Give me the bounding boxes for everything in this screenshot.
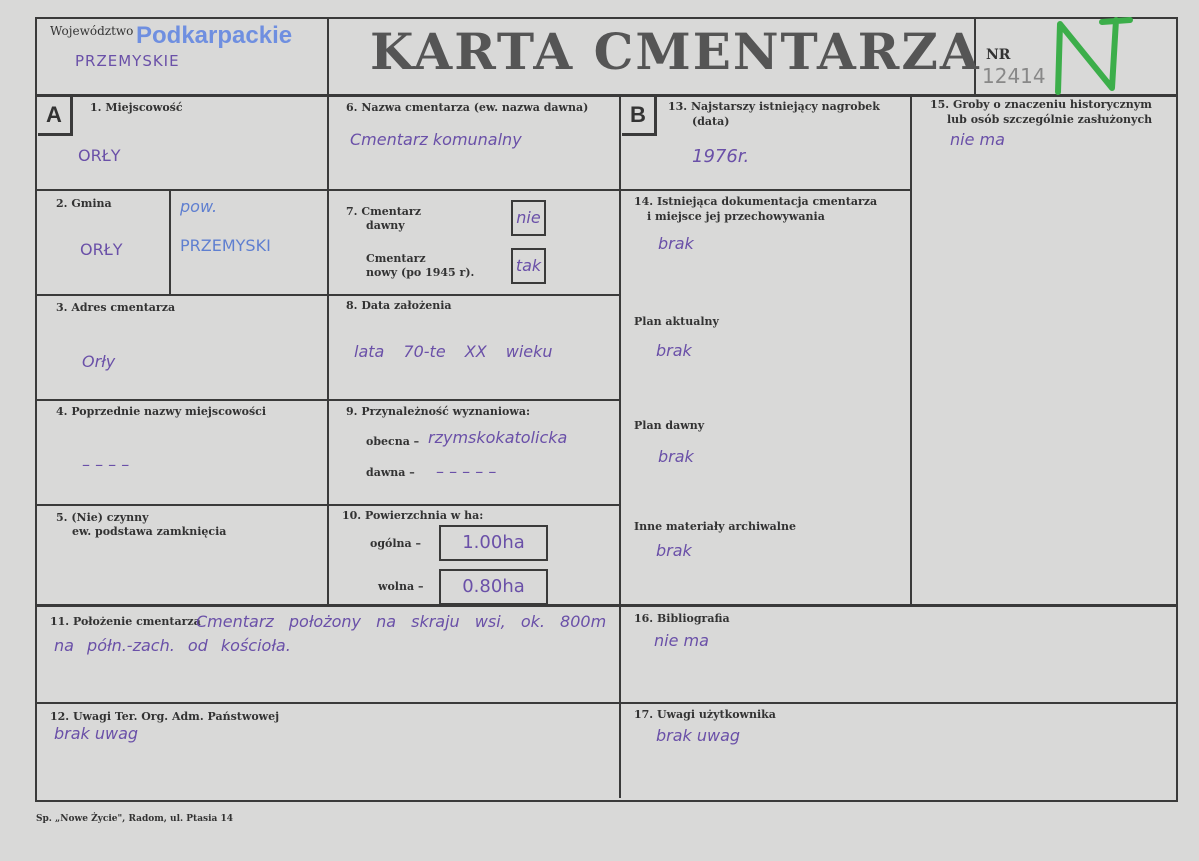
field-13-sublabel: (data)	[692, 115, 730, 128]
field-10-ogolna-value: 1.00ha	[439, 525, 548, 561]
pow-value: PRZEMYSKI	[180, 236, 271, 255]
field-16-value: nie ma	[654, 631, 709, 650]
field-5-sublabel: ew. podstawa zamknięcia	[72, 525, 227, 538]
pow-label: pow.	[180, 197, 218, 216]
field-10-wolna-value: 0.80ha	[439, 569, 548, 605]
field-9-obecna-value: rzymskokatolicka	[428, 428, 568, 447]
field-2-value: ORŁY	[80, 240, 123, 259]
section-b-marker: B	[622, 97, 657, 136]
field-7-dawny-value: nie	[511, 200, 546, 236]
field-2-label: 2. Gmina	[56, 197, 112, 210]
field-14-sublabel: i miejsce jej przechowywania	[647, 210, 825, 223]
inne-materialy-label: Inne materiały archiwalne	[634, 520, 796, 533]
field-16-label: 16. Bibliografia	[634, 612, 730, 625]
field-7-dawny-label: dawny	[366, 219, 405, 232]
field-10-wolna-label: wolna –	[378, 580, 424, 593]
divider	[36, 94, 1176, 97]
field-14-label: 14. Istniejąca dokumentacja cmentarza	[634, 195, 878, 208]
field-7-nowy-sublabel: nowy (po 1945 r).	[366, 266, 475, 279]
field-7-nowy-label: Cmentarz	[366, 252, 426, 265]
stamp-podkarpackie: Podkarpackie	[136, 22, 293, 49]
divider	[36, 604, 1176, 607]
field-3-value: Orły	[82, 352, 116, 371]
nr-label: NR	[986, 47, 1011, 63]
nr-value: 12414	[982, 64, 1046, 88]
inne-materialy-value: brak	[656, 541, 692, 560]
divider	[36, 294, 620, 296]
plan-aktualny-label: Plan aktualny	[634, 315, 719, 328]
divider	[910, 95, 912, 606]
field-12-value: brak uwag	[54, 724, 139, 743]
field-3-label: 3. Adres cmentarza	[56, 301, 176, 314]
field-11-label: 11. Położenie cmentarza	[50, 615, 201, 628]
field-13-label: 13. Najstarszy istniejący nagrobek	[668, 100, 880, 113]
field-1-label: 1. Miejscowość	[90, 101, 183, 114]
divider	[36, 702, 1176, 704]
field-17-label: 17. Uwagi użytkownika	[634, 708, 776, 721]
field-9-obecna-label: obecna –	[366, 435, 420, 448]
field-4-label: 4. Poprzednie nazwy miejscowości	[56, 405, 267, 418]
printer-footer: Sp. „Nowe Życie", Radom, ul. Ptasia 14	[36, 814, 234, 824]
plan-dawny-value: brak	[658, 447, 694, 466]
field-1-value: ORŁY	[78, 146, 121, 165]
divider	[36, 189, 620, 191]
field-15-value: nie ma	[950, 130, 1005, 149]
divider	[36, 504, 620, 506]
field-10-ogolna-label: ogólna –	[370, 537, 421, 550]
section-a-marker: A	[38, 97, 73, 136]
wojewodztwo-value: PRZEMYSKIE	[75, 52, 180, 70]
field-9-dawna-label: dawna –	[366, 466, 415, 479]
field-7-nowy-value: tak	[511, 248, 546, 284]
green-n-mark	[1040, 14, 1140, 99]
divider	[169, 190, 171, 295]
field-6-label: 6. Nazwa cmentarza (ew. nazwa dawna)	[346, 101, 589, 114]
page-title: KARTA CMENTARZA	[370, 22, 981, 81]
field-5-label: 5. (Nie) czynny	[56, 511, 149, 524]
field-15-label: 15. Groby o znaczeniu historycznym	[930, 98, 1152, 111]
field-11-value-line2: na półn.-zach. od kościoła.	[54, 636, 291, 655]
field-10-label: 10. Powierzchnia w ha:	[342, 509, 484, 522]
field-13-value: 1976r.	[692, 146, 750, 167]
field-8-value: lata 70-te XX wieku	[354, 342, 553, 361]
wojewodztwo-label: Województwo	[50, 24, 134, 38]
divider	[36, 399, 620, 401]
field-11-value-line1: Cmentarz położony na skraju wsi, ok. 800m	[196, 612, 607, 631]
field-4-value: – – – –	[82, 455, 130, 474]
divider	[620, 189, 910, 191]
field-9-dawna-value: – – – – –	[436, 462, 497, 481]
plan-dawny-label: Plan dawny	[634, 419, 705, 432]
field-17-value: brak uwag	[656, 726, 741, 745]
divider	[327, 95, 329, 606]
field-7-label: 7. Cmentarz	[346, 205, 421, 218]
field-12-label: 12. Uwagi Ter. Org. Adm. Państwowej	[50, 710, 280, 723]
field-8-label: 8. Data założenia	[346, 299, 452, 312]
field-6-value: Cmentarz komunalny	[350, 130, 522, 149]
field-9-label: 9. Przynależność wyznaniowa:	[346, 405, 531, 418]
field-14-value: brak	[658, 234, 694, 253]
plan-aktualny-value: brak	[656, 341, 692, 360]
field-15-sublabel: lub osób szczególnie zasłużonych	[947, 113, 1153, 126]
divider	[619, 95, 621, 798]
divider	[327, 18, 329, 95]
